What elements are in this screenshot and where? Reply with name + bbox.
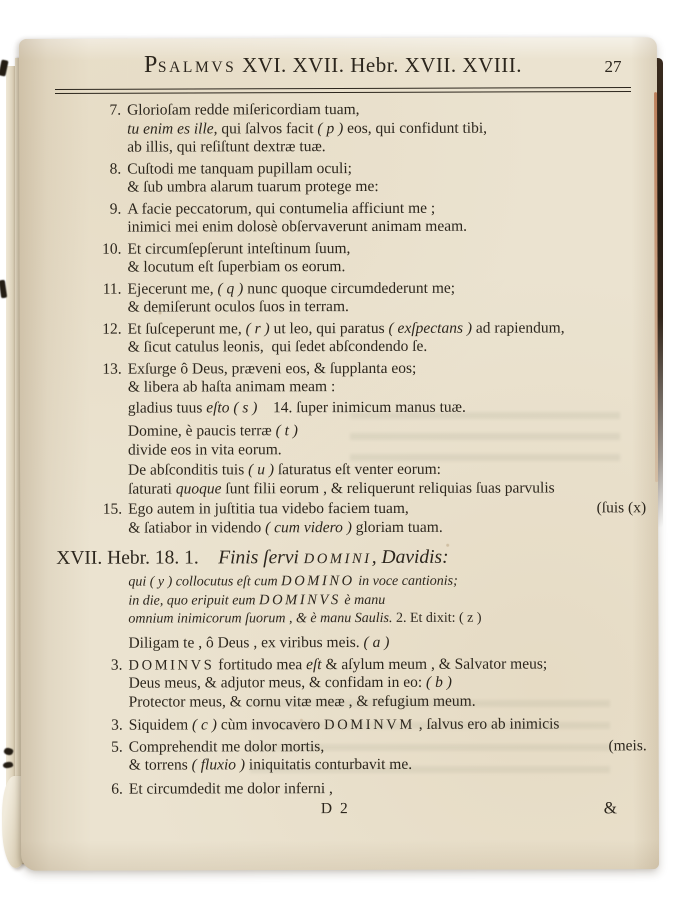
psalm-title — [88, 52, 578, 79]
verse-number: 12. — [102, 320, 122, 338]
text-segment: ſaturati — [128, 480, 176, 498]
text-line — [88, 479, 650, 499]
text-segment: ( exſpectans ) — [388, 319, 473, 337]
text-segment: divide eos in vita eorum. — [127, 440, 282, 459]
text-line — [88, 633, 650, 653]
line-text — [128, 359, 417, 378]
text-line — [88, 460, 650, 480]
line-text — [129, 674, 452, 693]
margin-note: (meis. — [608, 736, 647, 754]
text-line — [89, 715, 651, 735]
line-text — [128, 518, 443, 537]
text-segment: A facie peccatorum, qui contumelia afficiunt me ; — [127, 199, 436, 218]
text-line — [88, 319, 650, 339]
text-line — [88, 359, 650, 379]
text-line — [88, 398, 650, 418]
text-segment: , ſalvus ero ab inimicis — [414, 715, 560, 733]
text-segment: omnium inimicorum ſuorum , & è manu Saulis. — [128, 610, 396, 627]
text-segment: ad rapiendum, — [471, 318, 565, 337]
text-segment: ( t ) — [275, 422, 298, 440]
text-segment: & ſub umbra alarum tuarum protege me: — [127, 177, 379, 196]
text-line — [89, 737, 651, 757]
text-line — [87, 137, 649, 157]
text-line — [56, 544, 650, 573]
text-line — [89, 779, 651, 799]
line-text — [128, 398, 466, 417]
text-segment: & locutum eſt ſuperbiam os eorum. — [127, 258, 346, 276]
text-segment: ( r ) — [245, 319, 270, 337]
text-line — [89, 655, 651, 675]
text-segment: & libera ab haſta animam meam : — [127, 378, 336, 396]
line-text — [129, 655, 548, 675]
text-segment: ab illis, qui reſiſtunt dextræ tuæ. — [127, 138, 326, 156]
verse-number: 3. — [110, 656, 123, 674]
text-segment: Et circumſepſerunt inteſtinum ſuum, — [127, 239, 351, 258]
text-line — [88, 518, 650, 538]
line-text — [128, 422, 298, 441]
text-line — [87, 199, 649, 219]
text-line — [87, 177, 649, 197]
line-text — [127, 258, 345, 277]
line-text — [128, 610, 481, 629]
catchword: & — [603, 798, 617, 818]
text-segment: quoque — [175, 479, 222, 498]
text-line — [87, 119, 649, 139]
text-segment: inimici mei enim dolosè obſervaverunt animam meam. — [127, 217, 468, 236]
line-text — [127, 119, 487, 138]
text-segment: iniquitatis conturbavit me. — [245, 755, 413, 774]
verse-number: 15. — [102, 500, 123, 518]
text-segment: Ego autem in juſtitia tua videbo faciem tuam, — [128, 499, 409, 518]
text-segment: cùm invocavero — [216, 716, 325, 734]
text-segment: & ſicut catulus leonis, qui ſedet abſcondendo ſe. — [127, 337, 428, 356]
line-text — [129, 716, 560, 736]
text-segment: XVII. Hebr. 18. 1. — [56, 547, 199, 569]
line-text — [56, 545, 448, 573]
text-segment: Ejecerunt me, — [127, 279, 218, 298]
text-line — [88, 377, 650, 397]
text-line — [87, 217, 649, 237]
text-line — [87, 100, 649, 120]
text-line — [88, 440, 650, 460]
text-line — [89, 755, 651, 775]
verse-number: 8. — [109, 160, 122, 178]
text-line — [87, 257, 649, 277]
text-segment: Comprehendit me dolor mortis, — [128, 737, 325, 756]
verse-number: 6. — [111, 780, 123, 798]
text-segment: qui ( y ) collocutus eſt cum — [128, 574, 282, 590]
text-line — [87, 239, 649, 259]
text-line — [88, 590, 650, 610]
text-line — [89, 692, 651, 712]
text-segment: ( u ) — [248, 461, 274, 479]
text-segment: Protector meus, & cornu vitæ meæ , & refugium meum. — [128, 692, 476, 711]
text-line — [88, 571, 650, 591]
text-segment: ( c ) — [191, 716, 217, 734]
title-initial: P — [144, 52, 158, 78]
text-segment: , Davidis: — [371, 546, 449, 568]
text-segment: Deus meus, & adjutor meus, & confidam in eo: — [128, 673, 427, 692]
text-segment: gloriam tuam. — [351, 518, 443, 536]
verse-number: 3. — [111, 716, 123, 734]
text-segment: Finis ſervi — [218, 547, 304, 569]
line-text — [127, 199, 435, 218]
line-text — [127, 240, 350, 259]
text-segment: ( fluxio ) — [191, 756, 246, 774]
text-segment: Et circumdedit me dolor inferni , — [128, 779, 333, 798]
text-line — [88, 297, 650, 317]
text-segment: ( b ) — [426, 673, 452, 691]
line-text — [129, 738, 325, 757]
text-line — [88, 499, 650, 519]
line-text — [127, 101, 359, 120]
signature-mark: D 2 — [320, 800, 350, 818]
line-text — [128, 298, 349, 317]
text-segment: De abſconditis tuis — [128, 461, 249, 479]
verse-number: 13. — [102, 360, 122, 378]
line-text — [128, 591, 385, 611]
text-segment: in voce cantionis; — [354, 573, 458, 590]
text-segment: tu enim es ille — [127, 119, 214, 138]
text-line — [87, 159, 649, 179]
margin-note: (ſuis (x) — [596, 499, 647, 517]
line-text — [128, 338, 428, 357]
text-segment: ( p ) — [317, 119, 344, 137]
signature-line — [89, 799, 651, 820]
text-segment: eſt — [306, 655, 322, 673]
text-segment: fortitudo mea — [214, 655, 307, 673]
text-segment: , qui ſalvos facit — [213, 119, 318, 137]
line-text — [127, 160, 352, 179]
text-segment: 2. Et dixit: ( z ) — [395, 610, 482, 626]
verse-number: 9. — [109, 200, 122, 218]
text-segment: Siquidem — [128, 716, 193, 734]
verse-number: 7. — [109, 101, 122, 119]
text-segment: Cuſtodi me tanquam pupillam oculi; — [127, 159, 352, 178]
text-segment: Glorioſam redde miſericordiam tuam, — [127, 101, 360, 119]
text-segment: & demiſerunt oculos ſuos in terram. — [127, 298, 349, 316]
text-segment: Exſurge ô Deus, præveni eos, & ſupplanta eos; — [127, 359, 417, 378]
line-text — [127, 218, 467, 237]
text-segment: nunc quoque circumdederunt me; — [243, 279, 456, 297]
text-segment: eſto ( s ) — [206, 398, 258, 416]
text-segment: DOMINVS — [259, 592, 341, 609]
running-header — [88, 52, 648, 79]
text-segment: DOMINVM — [324, 716, 415, 734]
text-segment: ſunt filii eorum , & reliquerunt reliquias ſuas parvulis — [221, 479, 555, 497]
text-segment: Diligam te , ô Deus , ex viribus meis. — [128, 634, 364, 652]
text-line — [88, 421, 650, 441]
text-line — [88, 609, 650, 628]
text-segment: è manu — [340, 592, 386, 609]
text-segment: ſaturatus eſt venter eorum: — [273, 460, 441, 479]
text-segment: DOMINI — [303, 550, 372, 568]
verse-number: 11. — [102, 280, 122, 298]
text-segment: ( q ) — [217, 279, 244, 297]
text-segment: & ſatiabor in videndo — [128, 518, 266, 537]
text-segment: eos, qui confidunt tibi, — [343, 119, 488, 137]
text-segment: 14. ſuper inimicum manus tuæ. — [257, 398, 466, 416]
page-number: 27 — [604, 57, 622, 76]
line-text — [128, 500, 409, 519]
line-text — [128, 479, 555, 499]
line-text — [128, 319, 565, 339]
line-text — [129, 692, 476, 711]
text-segment: in die, quo eripuit eum — [128, 593, 260, 609]
verse-number: 10. — [102, 240, 122, 258]
line-text — [128, 572, 457, 592]
line-text — [127, 178, 378, 197]
line-text — [127, 138, 326, 157]
line-text — [129, 780, 333, 799]
text-segment: gladius tuus — [127, 398, 207, 417]
text-segment: & aſylum meum , & Salvator meus; — [321, 655, 548, 673]
line-text — [128, 378, 336, 397]
text-segment: Domine, è paucis terræ — [127, 422, 276, 440]
text-segment — [199, 547, 219, 568]
text-line — [88, 279, 650, 299]
line-text — [128, 279, 456, 298]
line-text — [128, 634, 389, 653]
line-text — [129, 756, 412, 775]
text-line — [88, 337, 650, 357]
text-segment: ( a ) — [363, 633, 390, 652]
text-segment: DOMINO — [281, 573, 355, 590]
line-text — [128, 441, 282, 460]
text-segment: DOMINVS — [128, 656, 215, 674]
text-segment: ut leo, qui paratus — [269, 319, 389, 337]
title-numbers: XVI. XVII. Hebr. XVII. XVIII. — [236, 53, 522, 77]
title-smallcaps: SALMVS — [157, 59, 237, 76]
text-segment: ( cum videro ) — [265, 518, 352, 536]
verse-number: 5. — [111, 738, 123, 756]
text-line — [89, 673, 651, 693]
psalm-text-block — [56, 100, 651, 820]
text-segment: & torrens — [128, 756, 192, 774]
line-text — [128, 461, 441, 480]
text-segment: Et ſuſceperunt me, — [127, 319, 246, 338]
